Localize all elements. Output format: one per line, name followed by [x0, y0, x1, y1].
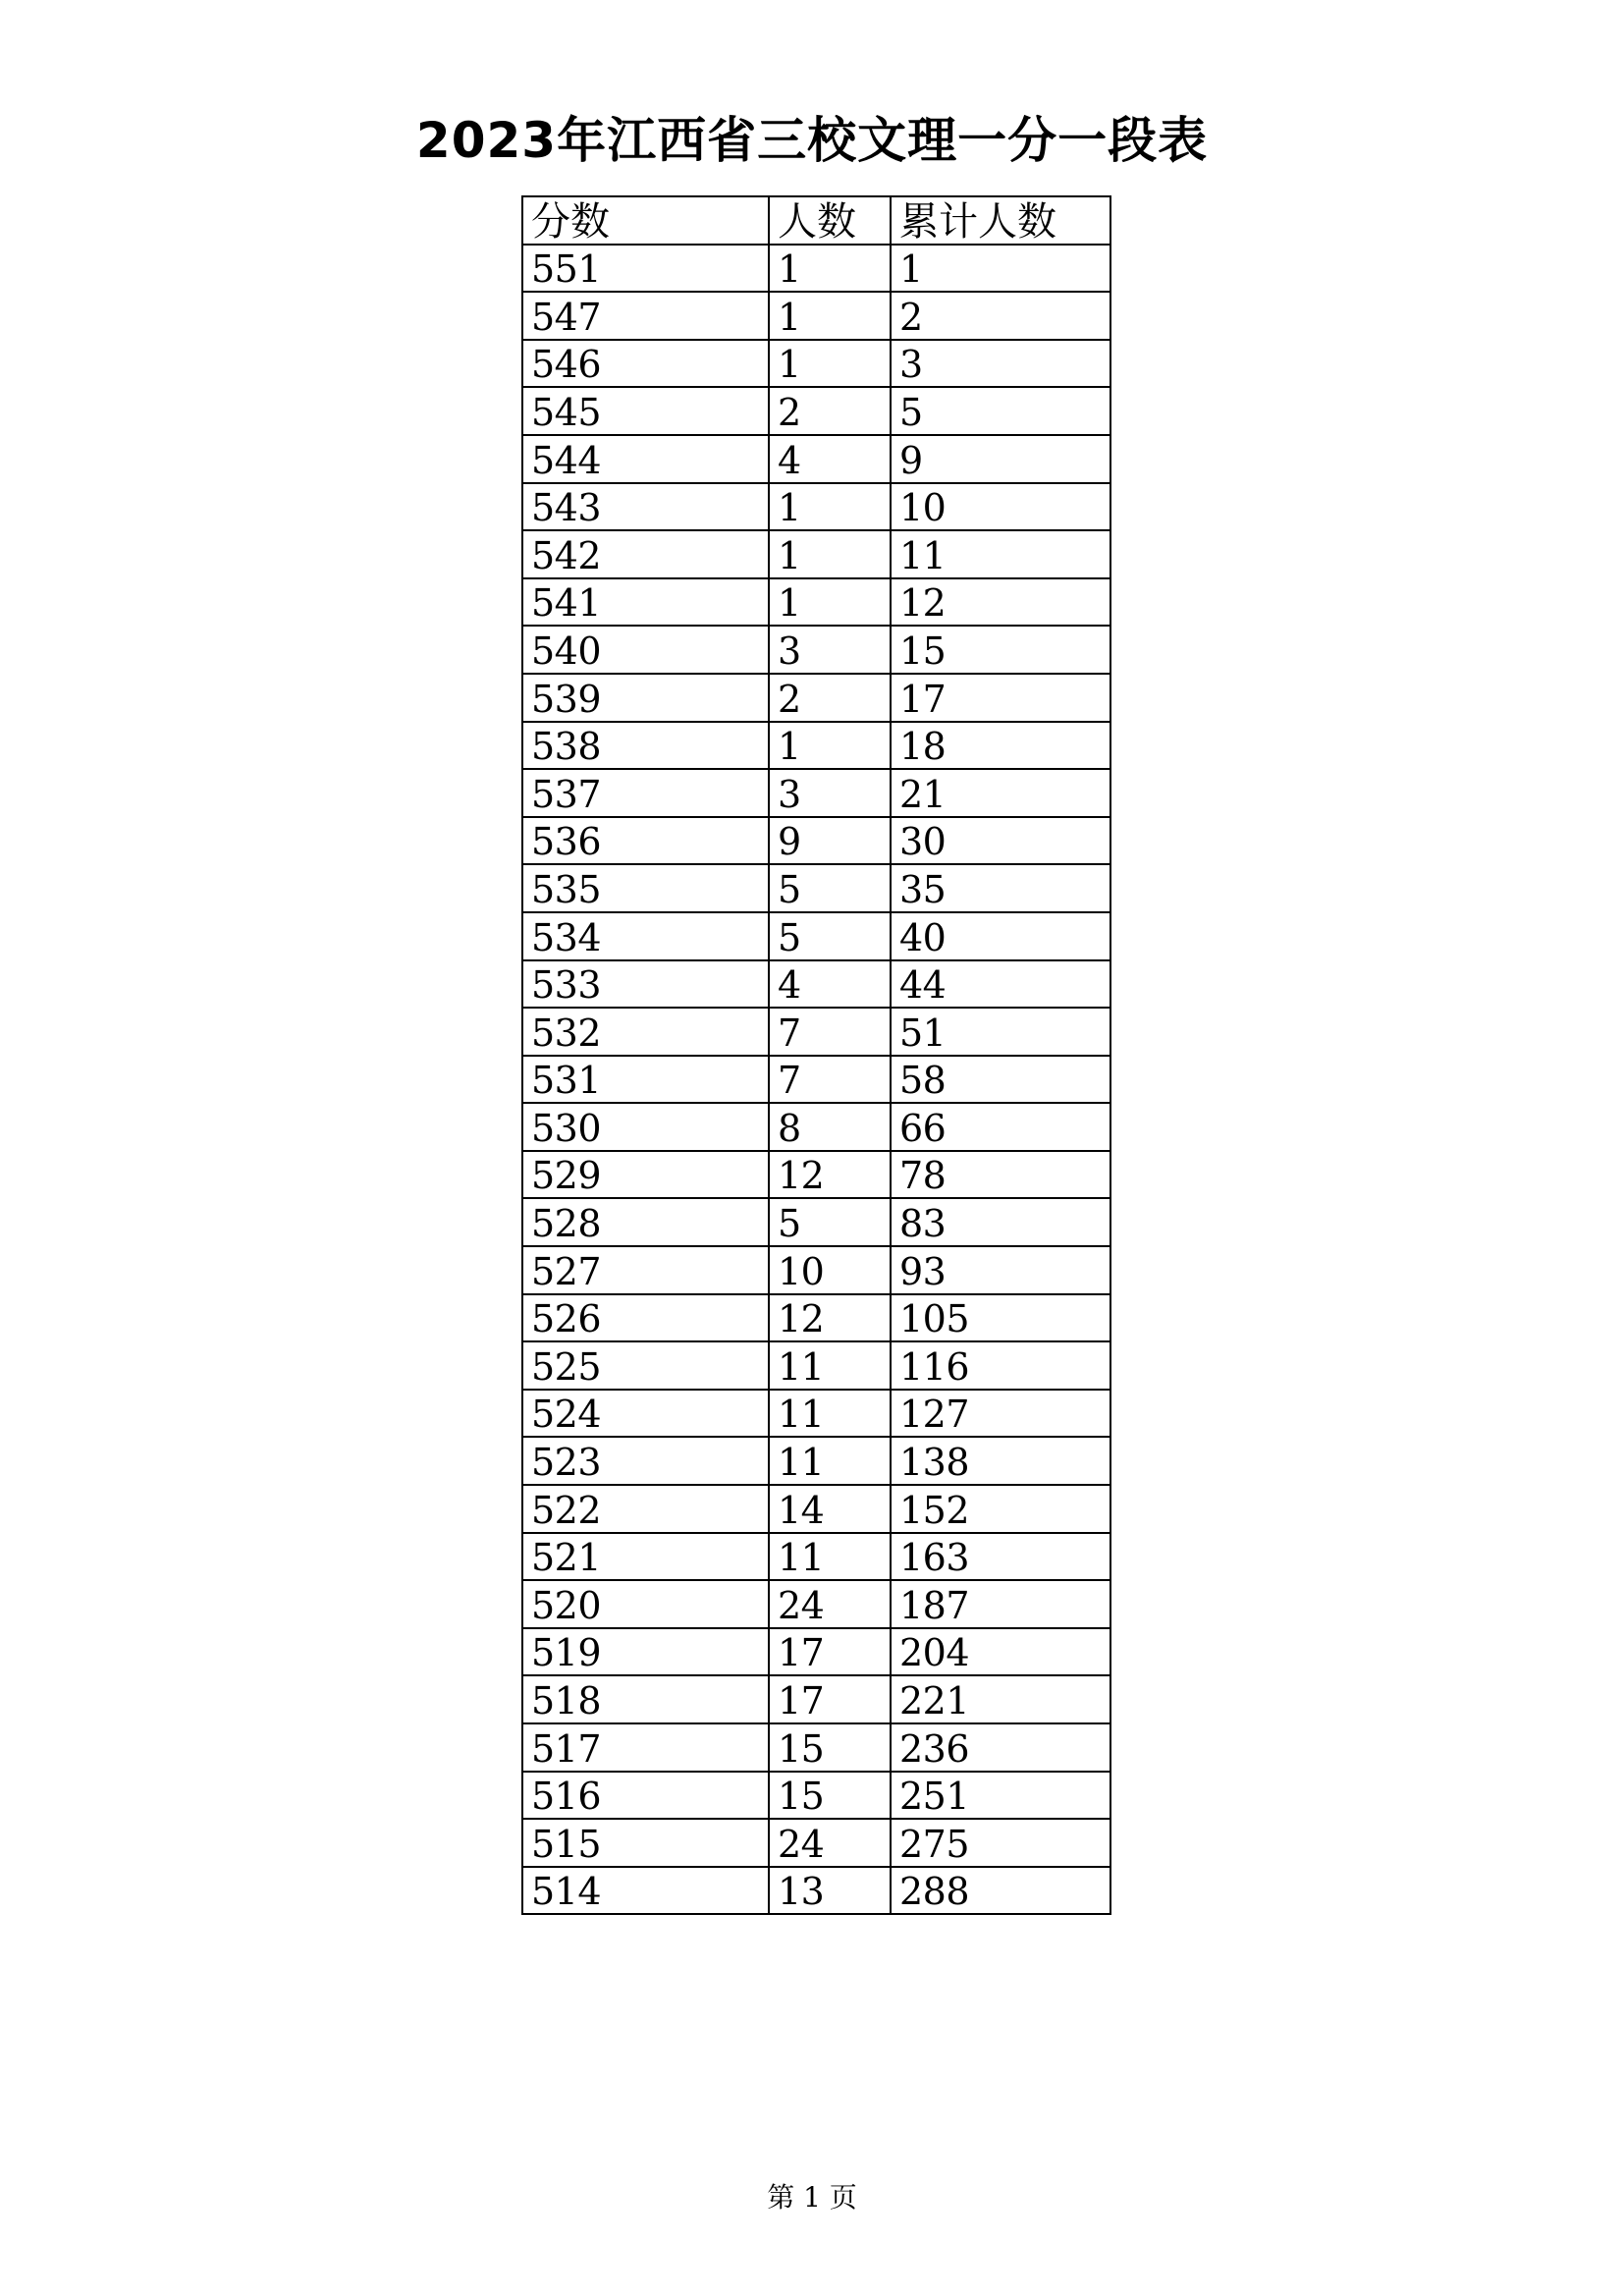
table-row [522, 722, 1110, 770]
cell-score: 521 [522, 1533, 769, 1581]
cell-cumulative: 30 [891, 817, 1110, 865]
cell-cumulative: 58 [891, 1056, 1110, 1104]
table-row [522, 578, 1110, 627]
table-row [522, 626, 1110, 674]
table-row [522, 817, 1110, 865]
cell-score: 543 [522, 483, 769, 531]
cell-cumulative: 2 [891, 292, 1110, 340]
cell-count: 1 [769, 245, 891, 293]
table-header-row [522, 196, 1110, 245]
cell-count: 14 [769, 1485, 891, 1533]
table-row [522, 530, 1110, 578]
table-row [522, 1437, 1110, 1485]
cell-count: 12 [769, 1294, 891, 1342]
cell-score: 525 [522, 1341, 769, 1390]
cell-score: 527 [522, 1246, 769, 1294]
cell-count: 7 [769, 1056, 891, 1104]
cell-cumulative: 116 [891, 1341, 1110, 1390]
cell-count: 8 [769, 1103, 891, 1151]
table-row [522, 1819, 1110, 1867]
table-row [522, 292, 1110, 340]
table-row [522, 245, 1110, 293]
cell-cumulative: 163 [891, 1533, 1110, 1581]
cell-cumulative: 21 [891, 769, 1110, 817]
cell-count: 2 [769, 674, 891, 722]
table-row [522, 1675, 1110, 1723]
cell-score: 537 [522, 769, 769, 817]
table-row [522, 483, 1110, 531]
cell-count: 24 [769, 1819, 891, 1867]
cell-count: 1 [769, 292, 891, 340]
cell-score: 533 [522, 960, 769, 1009]
cell-score: 536 [522, 817, 769, 865]
cell-count: 3 [769, 626, 891, 674]
cell-count: 13 [769, 1867, 891, 1915]
cell-cumulative: 93 [891, 1246, 1110, 1294]
table-row [522, 387, 1110, 435]
cell-score: 538 [522, 722, 769, 770]
cell-count: 4 [769, 435, 891, 483]
cell-score: 524 [522, 1390, 769, 1438]
page-title: 2023年江西省三校文理一分一段表 [415, 112, 1209, 169]
cell-count: 11 [769, 1437, 891, 1485]
table-row [522, 1151, 1110, 1199]
table-row [522, 435, 1110, 483]
cell-cumulative: 83 [891, 1198, 1110, 1246]
cell-count: 15 [769, 1723, 891, 1772]
cell-score: 540 [522, 626, 769, 674]
table-row [522, 1485, 1110, 1533]
cell-cumulative: 9 [891, 435, 1110, 483]
cell-cumulative: 18 [891, 722, 1110, 770]
cell-cumulative: 51 [891, 1008, 1110, 1056]
cell-score: 518 [522, 1675, 769, 1723]
cell-cumulative: 251 [891, 1772, 1110, 1820]
table-body [522, 245, 1110, 1915]
cell-cumulative: 66 [891, 1103, 1110, 1151]
cell-cumulative: 1 [891, 245, 1110, 293]
cell-cumulative: 10 [891, 483, 1110, 531]
cell-count: 15 [769, 1772, 891, 1820]
cell-count: 1 [769, 483, 891, 531]
cell-cumulative: 78 [891, 1151, 1110, 1199]
cell-cumulative: 40 [891, 912, 1110, 960]
cell-cumulative: 204 [891, 1628, 1110, 1676]
table-row [522, 1198, 1110, 1246]
cell-cumulative: 11 [891, 530, 1110, 578]
table-row [522, 960, 1110, 1009]
cell-score: 520 [522, 1580, 769, 1628]
cell-count: 5 [769, 864, 891, 912]
table-row [522, 340, 1110, 388]
cell-count: 5 [769, 912, 891, 960]
cell-score: 551 [522, 245, 769, 293]
cell-score: 542 [522, 530, 769, 578]
cell-score: 526 [522, 1294, 769, 1342]
cell-count: 24 [769, 1580, 891, 1628]
cell-count: 11 [769, 1341, 891, 1390]
table-row [522, 1341, 1110, 1390]
page-number: 第 1 页 [767, 2181, 857, 2214]
table-row [522, 1294, 1110, 1342]
table-row [522, 1533, 1110, 1581]
table-row [522, 1580, 1110, 1628]
cell-score: 535 [522, 864, 769, 912]
cell-count: 1 [769, 578, 891, 627]
cell-cumulative: 236 [891, 1723, 1110, 1772]
table-row [522, 1008, 1110, 1056]
table-row [522, 1103, 1110, 1151]
cell-count: 1 [769, 340, 891, 388]
cell-score: 541 [522, 578, 769, 627]
table-row [522, 1723, 1110, 1772]
cell-cumulative: 12 [891, 578, 1110, 627]
cell-score: 523 [522, 1437, 769, 1485]
cell-score: 516 [522, 1772, 769, 1820]
cell-count: 3 [769, 769, 891, 817]
table-row [522, 1056, 1110, 1104]
cell-cumulative: 221 [891, 1675, 1110, 1723]
cell-score: 532 [522, 1008, 769, 1056]
cell-count: 11 [769, 1390, 891, 1438]
cell-score: 539 [522, 674, 769, 722]
table-row [522, 1246, 1110, 1294]
header-cumulative: 累计人数 [891, 196, 1110, 245]
cell-count: 5 [769, 1198, 891, 1246]
cell-cumulative: 275 [891, 1819, 1110, 1867]
cell-score: 534 [522, 912, 769, 960]
table-row [522, 912, 1110, 960]
cell-count: 2 [769, 387, 891, 435]
cell-cumulative: 15 [891, 626, 1110, 674]
cell-score: 546 [522, 340, 769, 388]
cell-score: 530 [522, 1103, 769, 1151]
cell-cumulative: 17 [891, 674, 1110, 722]
cell-score: 515 [522, 1819, 769, 1867]
cell-score: 514 [522, 1867, 769, 1915]
cell-cumulative: 35 [891, 864, 1110, 912]
cell-count: 1 [769, 530, 891, 578]
header-count: 人数 [769, 196, 891, 245]
cell-count: 12 [769, 1151, 891, 1199]
cell-count: 7 [769, 1008, 891, 1056]
cell-count: 4 [769, 960, 891, 1009]
cell-score: 528 [522, 1198, 769, 1246]
cell-cumulative: 152 [891, 1485, 1110, 1533]
cell-score: 519 [522, 1628, 769, 1676]
cell-score: 545 [522, 387, 769, 435]
cell-count: 17 [769, 1628, 891, 1676]
cell-cumulative: 44 [891, 960, 1110, 1009]
table-row [522, 1628, 1110, 1676]
cell-cumulative: 105 [891, 1294, 1110, 1342]
cell-cumulative: 127 [891, 1390, 1110, 1438]
table-row [522, 1772, 1110, 1820]
cell-cumulative: 187 [891, 1580, 1110, 1628]
cell-score: 517 [522, 1723, 769, 1772]
cell-count: 1 [769, 722, 891, 770]
cell-score: 547 [522, 292, 769, 340]
cell-cumulative: 3 [891, 340, 1110, 388]
score-table [521, 195, 1111, 1915]
table-row [522, 674, 1110, 722]
table-row [522, 864, 1110, 912]
table-row [522, 1390, 1110, 1438]
cell-score: 544 [522, 435, 769, 483]
header-score: 分数 [522, 196, 769, 245]
cell-count: 10 [769, 1246, 891, 1294]
cell-count: 9 [769, 817, 891, 865]
cell-cumulative: 5 [891, 387, 1110, 435]
cell-score: 529 [522, 1151, 769, 1199]
table-row [522, 1867, 1110, 1915]
table-row [522, 769, 1110, 817]
cell-count: 11 [769, 1533, 891, 1581]
cell-count: 17 [769, 1675, 891, 1723]
cell-cumulative: 138 [891, 1437, 1110, 1485]
cell-score: 522 [522, 1485, 769, 1533]
cell-cumulative: 288 [891, 1867, 1110, 1915]
cell-score: 531 [522, 1056, 769, 1104]
